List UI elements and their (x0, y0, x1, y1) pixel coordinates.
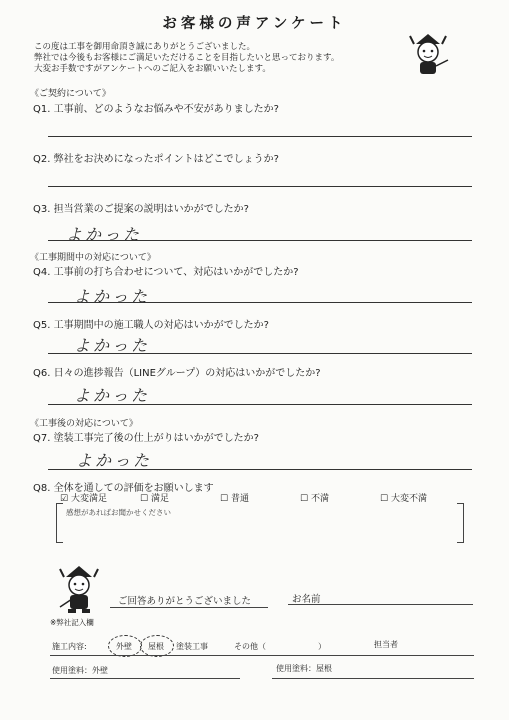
question-q3: Q3. 担当営業のご提案の説明はいかがでしたか? (33, 204, 249, 215)
answer-line-q6 (48, 404, 472, 405)
circled-mark-roof (140, 635, 174, 657)
answer-line-q4 (48, 302, 472, 303)
intro-line-1: この度は工事を御用命頂き誠にありがとうございました。 (34, 42, 256, 52)
other-close: ） (318, 642, 326, 651)
question-q1: Q1. 工事前、どのようなお悩みや不安がありましたか? (33, 104, 279, 115)
rating-option-label: 不満 (310, 494, 329, 504)
manager-label: 担当者 (374, 640, 398, 649)
answer-line-q2 (48, 186, 472, 187)
handwritten-answer-q3: よかった (66, 225, 143, 244)
question-q4: Q4. 工事前の打ち合わせについて、対応はいかがでしたか? (33, 267, 299, 278)
paint-exterior-label: 使用塗料：外壁 (52, 666, 108, 675)
rating-option-label: 満足 (150, 494, 169, 504)
section-contract: 《ご契約について》 (30, 89, 111, 99)
comment-hint: 感想があればお聞かせください (66, 508, 171, 517)
question-q2: Q2. 弊社をお決めになったポイントはどこでしょうか? (33, 154, 279, 165)
question-q6: Q6. 日々の進捗報告（LINEグループ）の対応はいかがでしたか? (33, 368, 321, 379)
thanks-underline (110, 607, 268, 608)
handwritten-answer-q5: よかった (74, 336, 151, 355)
handwritten-answer-q6: よかった (74, 386, 151, 405)
checkbox-icon[interactable]: ☐ (300, 494, 309, 504)
work-item-exterior-wall: 外壁 (116, 642, 132, 651)
staff-section-header: ※弊社記入欄 (50, 618, 94, 627)
checkbox-icon[interactable]: ☐ (220, 494, 229, 504)
section-during: 《工事期間中の対応について》 (30, 253, 156, 263)
checkbox-checked-icon[interactable]: ☑ (60, 494, 69, 504)
checkbox-icon[interactable]: ☐ (380, 494, 389, 504)
circled-mark-exterior-wall (108, 635, 142, 657)
rating-option-label: 大変満足 (70, 494, 107, 504)
question-q7: Q7. 塗装工事完了後の仕上がりはいかがでしたか? (33, 433, 259, 444)
paint-exterior-underline (50, 678, 240, 679)
question-q5: Q5. 工事期間中の施工職人の対応はいかがでしたか? (33, 320, 269, 331)
survey-title: お客様の声アンケート (162, 16, 347, 32)
thanks-message: ご回答ありがとうございました (118, 596, 252, 607)
work-content-label: 施工内容: (52, 642, 87, 651)
answer-line-q7 (48, 469, 472, 470)
section-after: 《工事後の対応について》 (30, 419, 138, 429)
comment-box-right-bracket (457, 503, 464, 543)
name-label: お名前 (292, 594, 321, 605)
handwritten-answer-q4: よかった (74, 287, 151, 306)
work-item-roof: 屋根 (148, 642, 164, 651)
answer-line-q5 (48, 353, 472, 354)
other-label: その他（ (234, 642, 266, 651)
work-row-underline (50, 655, 474, 656)
comment-box-left-bracket (56, 503, 63, 543)
rating-option-label: 大変不満 (390, 494, 427, 504)
question-q8: Q8. 全体を通しての評価をお願いします (33, 483, 214, 494)
name-field[interactable] (288, 604, 473, 605)
intro-line-2: 弊社では今後もお客様にご満足いただけることを目指したいと思っております。 (34, 53, 340, 63)
handwritten-answer-q7: よかった (76, 451, 153, 470)
intro-line-3: 大変お手数ですがアンケートへのご記入をお願いいたします。 (34, 64, 271, 74)
samurai-mascot-bottom-icon (56, 563, 102, 615)
rating-option-label: 普通 (230, 494, 249, 504)
checkbox-icon[interactable]: ☐ (140, 494, 149, 504)
answer-line-q1 (48, 136, 472, 137)
answer-line-q3 (48, 240, 472, 241)
paint-roof-underline (272, 678, 474, 679)
paint-roof-label: 使用塗料：屋根 (276, 664, 332, 673)
work-item-painting: 塗装工事 (176, 642, 208, 651)
samurai-mascot-icon (404, 30, 452, 78)
